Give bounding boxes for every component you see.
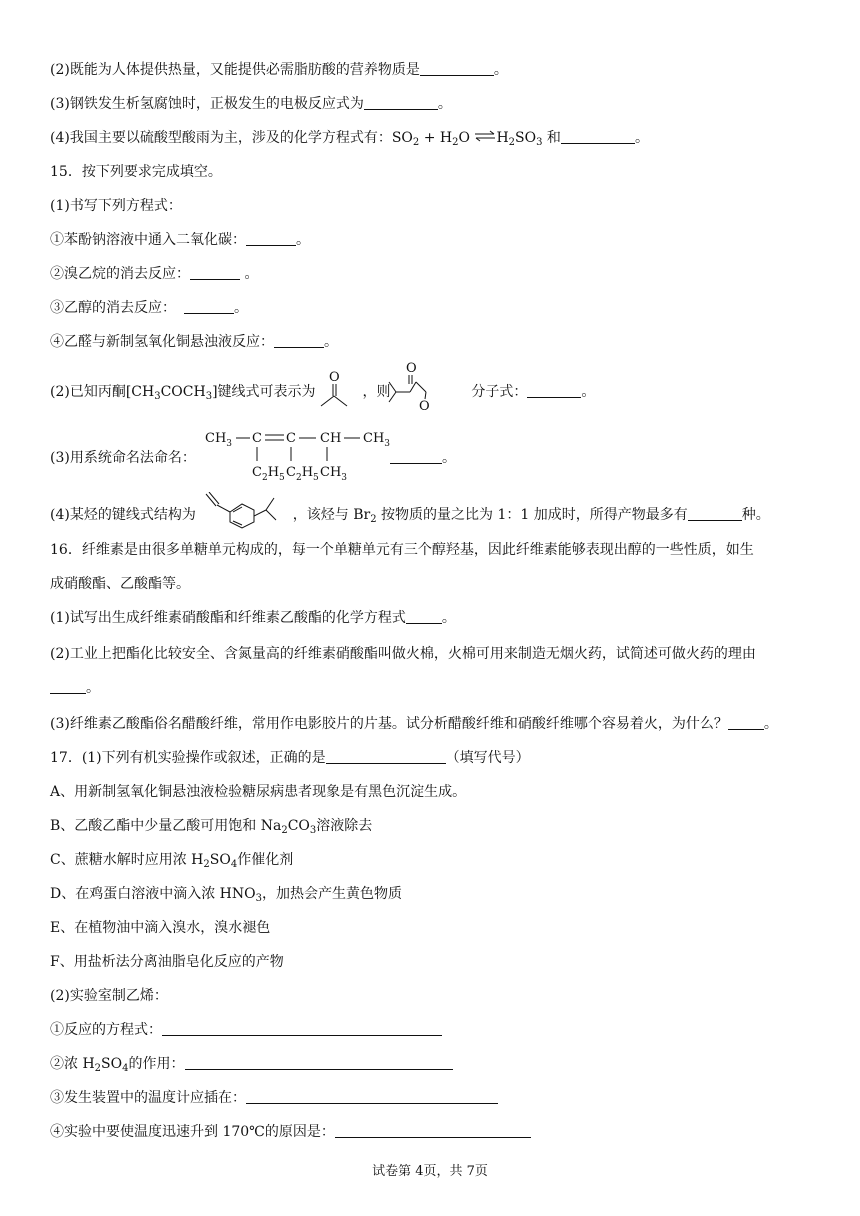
svg-text:O: O xyxy=(329,370,340,385)
hydrocarbon-skeletal-structure xyxy=(204,492,296,532)
q15-part1: (1)书写下列方程式： xyxy=(50,198,182,214)
svg-text:C2H5: $C_2H_5$ xyxy=(252,465,285,482)
answer-blank[interactable] xyxy=(688,506,742,521)
answer-blank[interactable] xyxy=(246,231,296,246)
equilibrium-arrow-icon xyxy=(474,130,496,142)
q17-option-d: D、在鸡蛋白溶液中滴入浓 $HNO_3$，加热会产生黄色物质 xyxy=(50,886,402,904)
q15-title: 15．按下列要求完成填空。 xyxy=(50,164,222,180)
q14-part3: (3)钢铁发生析氢腐蚀时，正极发生的电极反应式为 。 xyxy=(50,96,452,112)
svg-text:C: C xyxy=(252,431,262,446)
q17-part2: (2)实验室制乙烯： xyxy=(50,988,168,1004)
answer-blank[interactable] xyxy=(246,1089,498,1104)
svg-text:CH: CH xyxy=(320,431,342,446)
condensed-structural-formula xyxy=(200,424,400,482)
answer-blank[interactable] xyxy=(326,749,446,764)
q17-option-b: B、乙酸乙酯中少量乙酸可用饱和 $Na_2CO_3$溶液除去 xyxy=(50,818,373,836)
q17-item3: ③发生装置中的温度计应插在： xyxy=(50,1088,498,1108)
answer-blank[interactable] xyxy=(50,679,86,694)
q17-option-a: A、用新制氢氧化铜悬浊液检验糖尿病患者现象是有黑色沉淀生成。 xyxy=(50,784,467,800)
q15-part3: (3)用系统命名法命名： xyxy=(50,450,196,466)
q17-item1: ①反应的方程式： xyxy=(50,1020,442,1040)
q15-item4: ④乙醛与新制氢氧化铜悬浊液反应： 。 xyxy=(50,334,338,350)
answer-blank[interactable] xyxy=(406,609,442,624)
answer-blank[interactable] xyxy=(274,333,324,348)
answer-blank[interactable] xyxy=(527,383,581,398)
q17-option-c: C、蔗糖水解时应用浓 $H_2SO_4$作催化剂 xyxy=(50,852,294,870)
q15-part2: (2)已知丙酮$[CH_3COCH_3]$键线式可表示为 ，则 分子式： 。 xyxy=(50,384,596,402)
q17-option-e: E、在植物油中滴入溴水，溴水褪色 xyxy=(50,920,271,936)
q17-item4: ④实验中要使温度迅速升到 170℃的原因是： xyxy=(50,1122,531,1142)
answer-blank[interactable] xyxy=(190,265,240,280)
q16-intro-line1: 16．纤维素是由很多单糖单元构成的，每一个单糖单元有三个醇羟基，因此纤维素能够表现出醇的一些性质，如生 xyxy=(50,542,754,558)
q15-item2: ②溴乙烷的消去反应： 。 xyxy=(50,266,259,282)
q17-item2: ②浓 $H_2SO_4$的作用： xyxy=(50,1054,453,1074)
q15-part4: (4)某烃的键线式结构为 ，该烃与 $Br_2$ 按物质的量之比为 1：1 加成时，所得产物最多有 种。 xyxy=(50,507,770,525)
q16-part2: (2)工业上把酯化比较安全、含氮量高的纤维素硝酸酯叫做火棉，火棉可用来制造无烟火药，试简述可做火药的理由 xyxy=(50,646,756,662)
q16-part1: (1)试写出生成纤维素硝酸酯和纤维素乙酸酯的化学方程式 。 xyxy=(50,610,456,626)
svg-text:C: C xyxy=(286,431,296,446)
svg-text:CH3: $CH_3$ xyxy=(205,431,233,449)
svg-text:O: O xyxy=(419,399,430,414)
q15-item3: ③乙醇的消去反应： 。 xyxy=(50,300,248,316)
answer-blank[interactable] xyxy=(390,449,442,464)
answer-blank[interactable] xyxy=(728,715,764,730)
q17-title: 17．(1)下列有机实验操作或叙述，正确的是 （填写代号） xyxy=(50,750,530,766)
q15-item1: ①苯酚钠溶液中通入二氧化碳： 。 xyxy=(50,232,310,248)
q16-part2-answer: 。 xyxy=(50,678,100,698)
answer-blank[interactable] xyxy=(162,1021,442,1036)
q14-part2: (2)既能为人体提供热量，又能提供必需脂肪酸的营养物质是 。 xyxy=(50,62,508,78)
q14-part4: (4)我国主要以硫酸型酸雨为主，涉及的化学方程式有：$SO_2 + H_2O$ $H_2SO_3$ 和 。 xyxy=(50,130,649,148)
ester-skeletal-structure xyxy=(386,362,436,414)
answer-blank[interactable] xyxy=(364,95,438,110)
q16-intro-line2: 成硝酸酯、乙酸酯等。 xyxy=(50,576,190,592)
answer-blank[interactable] xyxy=(184,299,234,314)
q15-part3-answer: 。 xyxy=(390,448,456,468)
svg-text:CH3: $CH_3$ xyxy=(363,431,391,449)
svg-text:O: O xyxy=(406,362,417,376)
acetone-skeletal-structure xyxy=(318,370,354,410)
q16-part3: (3)纤维素乙酸酯俗名醋酸纤维，常用作电影胶片的片基。试分析醋酸纤维和硝酸纤维哪个容易着火，为什么？ 。 xyxy=(50,716,778,732)
answer-blank[interactable] xyxy=(335,1123,531,1138)
answer-blank[interactable] xyxy=(420,61,494,76)
svg-text:CH3: $CH_3$ xyxy=(320,465,348,482)
page-footer: 试卷第 4页，共 7页 xyxy=(372,1164,488,1179)
svg-text:C2H5: $C_2H_5$ xyxy=(286,465,319,482)
answer-blank[interactable] xyxy=(561,129,635,144)
q17-option-f: F、用盐析法分离油脂皂化反应的产物 xyxy=(50,954,284,970)
answer-blank[interactable] xyxy=(185,1055,453,1070)
